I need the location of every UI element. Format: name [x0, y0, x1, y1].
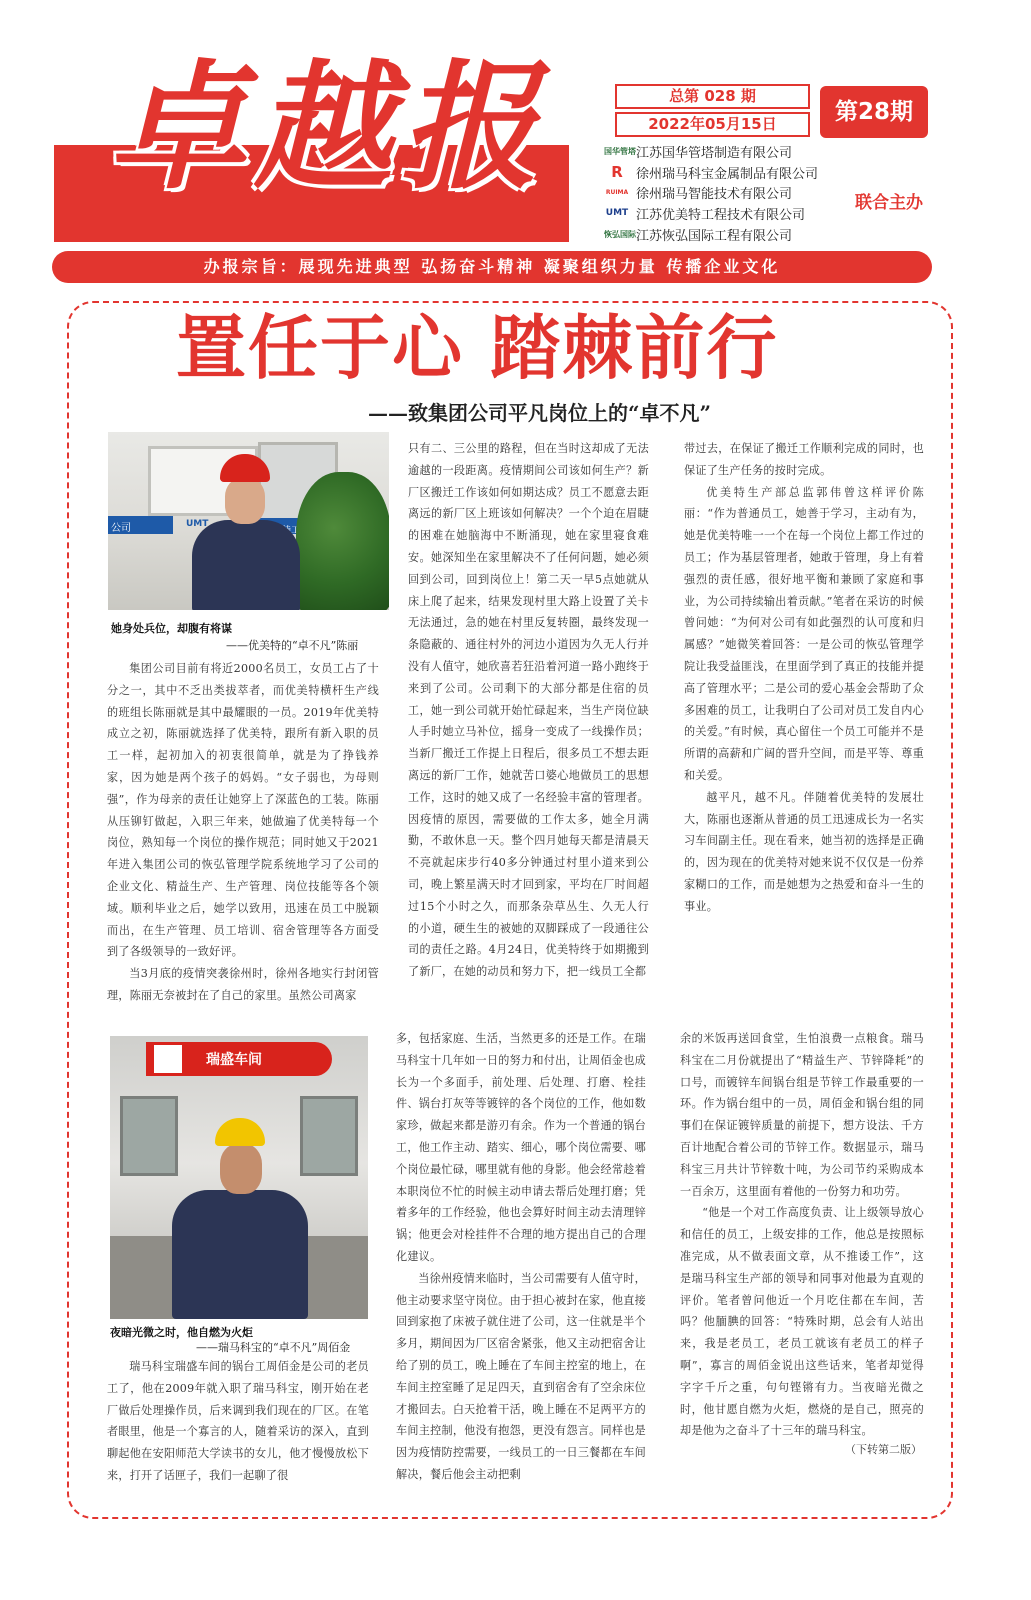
- paragraph: 当3月底的疫情突袭徐州时，徐州各地实行封闭管理，陈丽无奈被封在了自己的家里。虽然公司离家: [107, 967, 379, 1002]
- organizer-item: [604, 182, 818, 203]
- issue-total-number: 总第 028 期: [615, 84, 810, 109]
- organizer-item: [604, 224, 818, 245]
- organizer-item: [604, 203, 818, 224]
- ruima-logo-icon: [154, 1045, 182, 1073]
- photo-umt-mark: UMT: [186, 519, 209, 529]
- issue-date: 2022年05月15日: [615, 112, 810, 137]
- paragraph: 多，包括家庭、生活，当然更多的还是工作。在瑞马科宝十几年如一日的努力和付出，让周佰金也成长为一个多面手，前处理、后处理、打磨、栓挂件、锅台打灰等等镀锌的各个岗位的工作，他如数家珍，做起来都是游刃有余。作为一个普通的锅台工，他工作主动、踏实、细心，哪个岗位需要、哪个岗位最忙碌，哪里就有他的身影。他会经常趁着本职岗位不忙的时候主动申请去帮后处理打磨；凭着多年的工作经验，他也会算好时间主动去清理锌锅；他更会对栓挂件不合理的地方提出自己的合理化建议。: [396, 1032, 646, 1263]
- photo-zhou-baijin: [110, 1036, 368, 1319]
- photo-sign: 公司: [108, 516, 173, 534]
- article-column: [107, 658, 379, 1004]
- continued-note: （下转第二版）: [845, 1443, 922, 1456]
- organizer-item: [604, 141, 818, 162]
- paragraph: 优美特生产部总监郭伟曾这样评价陈丽：“作为普通员工，她善于学习，主动有为，她是优美特唯一一个在每一个岗位上都工作过的员工；作为基层管理者，她敢于管理，身上有着强烈的责任感，很好地平衡和兼顾了家庭和事业，为公司持续输出着贡献。”笔者在采访的时候曾问她：“为何对公司有如此强烈的认可度和归属感？”她微笑着回答：一是公司的恢弘管理学院让我受益匪浅，在里面学到了真正的技能并提高了管理水平；二是公司的爱心基金会帮助了众多困难的员工，让我明白了公司对员工发自内心的关爱。”有时候，真心留住一个员工可能并不是所谓的高薪和广阔的晋升空间，而是平等、尊重和关爱。: [684, 485, 924, 782]
- organizer-item: [604, 162, 818, 183]
- article-column: [408, 438, 649, 1006]
- issue-badge: 第28期: [820, 86, 928, 138]
- organizer-list: [604, 141, 818, 244]
- photo-sign-text: 瑞盛车间: [206, 1052, 262, 1068]
- organizer-name: 江苏恢弘国际工程有限公司: [636, 228, 793, 244]
- organizer-name: 徐州瑞马科宝金属制品有限公司: [636, 166, 819, 182]
- paragraph: 余的米饭再送回食堂，生怕浪费一点粮食。瑞马科宝在二月份就提出了“精益生产、节锌降耗”的口号，而镀锌车间锅台组是节锌工作最重要的一环。作为锅台组中的一员，周佰金和锅台组的同事们在保证镀锌质量的前提下，想方设法、千方百计地配合着公司的节锌工作。数据显示，瑞马科宝三月共计节锌数十吨，为公司节约采购成本一百余万，这里面有着他的一份努力和功劳。: [680, 1032, 924, 1198]
- ruima-intelligent-logo-icon: RUIMA: [605, 189, 629, 197]
- organizer-name: 江苏优美特工程技术有限公司: [636, 207, 806, 223]
- article-column: [107, 1356, 369, 1490]
- article-column: [396, 1028, 646, 1488]
- paragraph: 当徐州疫情来临时，当公司需要有人值守时，他主动要求坚守岗位。由于担心被封在家，他直接回到家抱了床被子就住进了公司，这一住就是半个多月，期间因为厂区宿舍紧张，他又主动把宿舍让给了别的员工，晚上睡在了车间主控室的地上，在车间主控室睡了足足四天，直到宿舍有了空余床位才搬回去。白天抢着干活，晚上睡在不足两平方的车间主控制，他没有抱怨，更没有怨言。同样也是因为疫情防控需要，一线员工的一日三餐都在车间解决，餐后他会主动把剩: [396, 1271, 646, 1481]
- red-helmet-icon: [220, 454, 270, 482]
- masthead-title: 卓越报: [108, 45, 547, 208]
- paragraph: 带过去，在保证了搬迁工作顺利完成的同时，也保证了生产任务的按时完成。: [684, 442, 924, 477]
- worker-figure: [170, 1118, 310, 1319]
- article-headline: 置任于心 踏棘前行: [176, 307, 779, 389]
- article-column: [684, 438, 924, 918]
- worker-figure: [186, 454, 306, 610]
- article-column: [680, 1028, 924, 1448]
- paragraph: “他是一个对工作高度负责、让上级领导放心和信任的员工，上级安排的工作，他总是按照标准完成，从不做表面文章，从不推诿工作”，这是瑞马科宝生产部的领导和同事对他最为直观的评价。笔者曾问他近一个月吃住都在车间，苦吗？他腼腆的回答：“特殊时期，总会有人站出来，我是老员工，老员工就该有老员工的样子啊”，寡言的周佰金说出这些话来，笔者却觉得字字千斤之重，句句铿锵有力。当夜暗光微之时，他甘愿自燃为火炬，燃烧的是自己，照亮的却是他为之奋斗了十三年的瑞马科宝。: [680, 1206, 924, 1438]
- organizer-name: 江苏国华管塔制造有限公司: [636, 145, 793, 161]
- paragraph: 只有二、三公里的路程，但在当时这却成了无法逾越的一段距离。疫情期间公司该如何生产？新厂区搬迁工作该如何如期达成？员工不愿意去距离远的新厂区上班该如何解决？一个个迫在眉睫的困难在她脑海中不断涌现，她在家里寝食难安。她深知坐在家里解决不了任何问题，她必须回到公司，回到岗位上！第二天一早5点她就从床上爬了起来，结果发现村里大路上设置了关卡无法通过，急的她在村里反复转圈，最终发现一条隐蔽的、通往村外的河边小道因为久无人行并没有人值守，她欣喜若狂沿着河道一路小跑终于来到了公司。公司剩下的大部分都是住宿的员工，她一到公司就开始忙碌起来，当生产岗位缺人手时她立马补位，摇身一变成了一线操作员；当新厂搬迁工作提上日程后，很多员工不想去距离远的新厂工作，她就苦口婆心地做员工的思想工作，这时的她又成了一名经验丰富的管理者。因疫情的原因，需要做的工作太多，她全月满勤，不敢休息一天。整个四月她每天都是清晨天不亮就起床步行40多分钟通过村里小道来到公司，晚上繁星满天时才回到家，平均在厂时间超过15个小时之久，而那条杂草丛生、久无人行的小道，硬生生的被她的双脚踩成了一段通往公司的责任之路。4月24日，优美特终于如期搬到了新厂，在她的动员和努力下，把一线员工全都: [408, 442, 649, 979]
- organizer-name: 徐州瑞马智能技术有限公司: [636, 187, 793, 203]
- photo-caption: 夜暗光微之时，他自燃为火炬: [110, 1326, 253, 1339]
- co-host-label: 联合主办: [855, 193, 923, 213]
- umt-logo-icon: UMT: [605, 208, 629, 219]
- yellow-helmet-icon: [215, 1118, 265, 1146]
- guohua-logo-icon: 国华管塔: [604, 146, 636, 156]
- photo-caption: 她身处兵位，却腹有将谋: [111, 622, 232, 635]
- photo-chen-li: [108, 432, 389, 610]
- motto-bar: 办报宗旨：展现先进典型 弘扬奋斗精神 凝聚组织力量 传播企业文化: [52, 251, 932, 283]
- article-subheadline: ——致集团公司平凡岗位上的“卓不凡”: [368, 401, 712, 425]
- paragraph: 集团公司目前有将近2000名员工，女员工占了十分之一，其中不乏出类拔萃者，而优美特横杆生产线的班组长陈丽就是其中最耀眼的一员。2019年优美特成立之初，陈丽就选择了优美特，跟所有新入职的员工一样，起初加入的初衷很简单，就是为了挣钱养家，因为她是两个孩子的妈妈。“女子弱也，为母则强”，作为母亲的责任让她穿上了深蓝色的工装。陈丽从压铆钉做起，入职三年来，她做遍了优美特每一个岗位，熟知每一个岗位的操作规范；同时她又于2021年进入集团公司的恢弘管理学院系统地学习了公司的企业文化、精益生产、生产管理、岗位技能等各个领域。顺利毕业之后，她学以致用，迅速在员工中脱颖而出，在生产管理、员工培训、宿舍管理等各方面受到了各级领导的一致好评。: [107, 662, 379, 959]
- ruima-kebao-logo-icon: R: [611, 163, 623, 182]
- photo-plant: [296, 472, 389, 610]
- photo-byline: ——瑞马科宝的“卓不凡”周佰金: [196, 1341, 351, 1354]
- photo-byline: ——优美特的“卓不凡”陈丽: [226, 639, 359, 652]
- paragraph: 越平凡，越不凡。伴随着优美特的发展壮大，陈丽也逐渐从普通的员工迅速成长为一名实习车间副主任。现在看来，她当初的选择是正确的，因为现在的优美特对她来说不仅仅是一份养家糊口的工作，而是她想为之热爱和奋斗一生的事业。: [684, 790, 924, 913]
- huihong-logo-icon: 恢弘国际: [604, 229, 636, 239]
- paragraph: 瑞马科宝瑞盛车间的锅台工周佰金是公司的老员工了，他在2009年就入职了瑞马科宝，刚开始在老厂做后处理操作员，后来调到我们现在的厂区。在笔者眼里，他是一个寡言的人，随着采访的深入，直到聊起他在安阳师范大学读书的女儿，他才慢慢放松下来，打开了话匣子，我们一起聊了很: [107, 1360, 369, 1482]
